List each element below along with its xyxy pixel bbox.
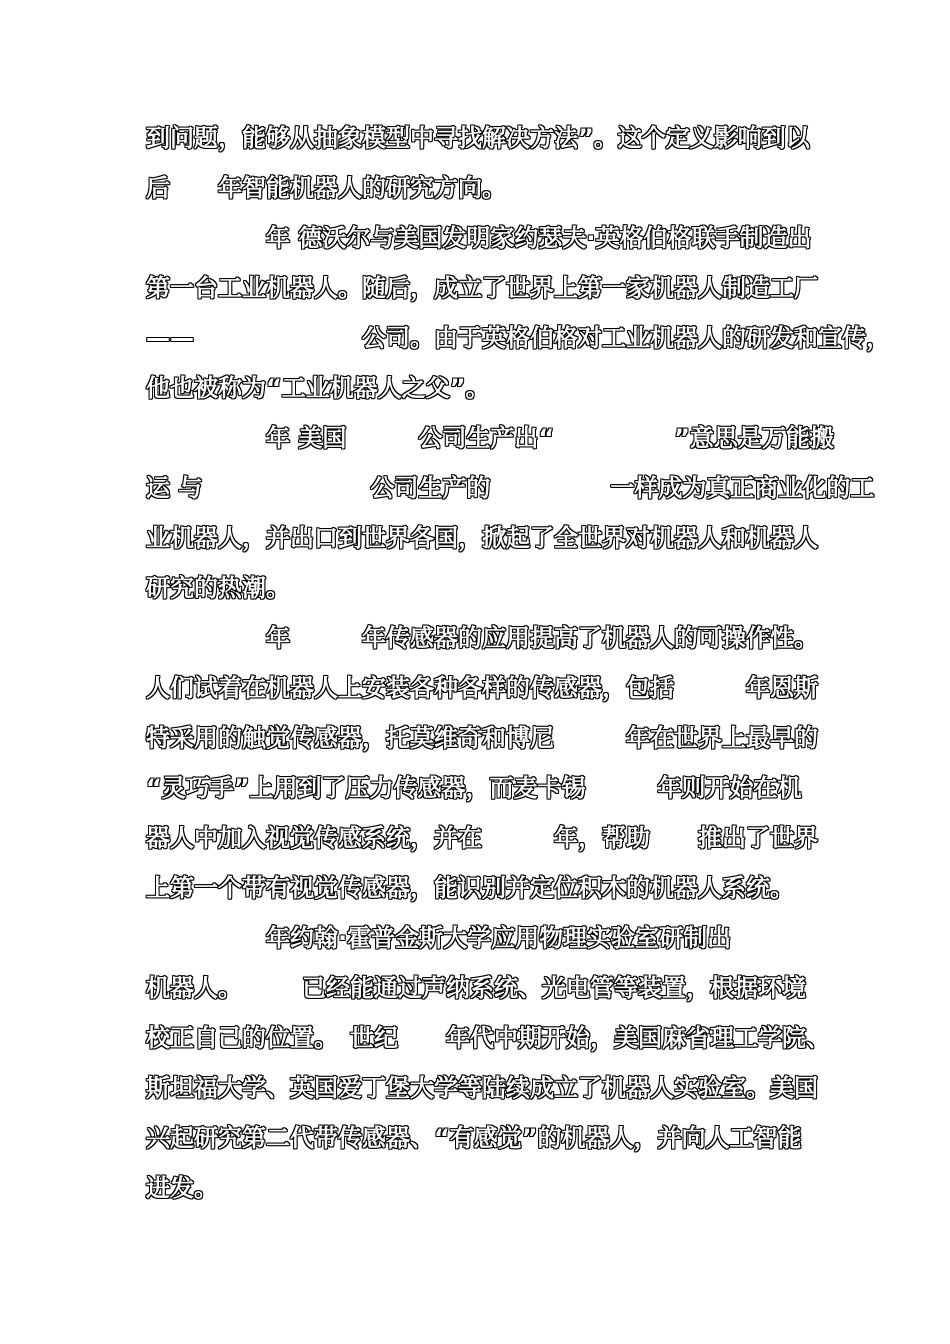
text-line: 年 德沃尔与美国发明家约瑟夫·英格伯格联手制造出 [146,224,812,252]
text-line: 他也被称为“工业机器人之父”。 [146,374,490,402]
text-line: 机器人。 已经能通过声纳系统、光电管等装置，根据环境 [146,974,806,1002]
text-line: 器人中加入视觉传感系统，并在 年，帮助 推出了世界 [146,824,818,852]
text-line: —— 公司。由于英格伯格对工业机器人的研发和宣传， [146,324,890,352]
text-line: 斯坦福大学、英国爱丁堡大学等陆续成立了机器人实验室。美国 [146,1074,818,1102]
text-line: “灵巧手”上用到了压力传感器，而麦卡锡 年则开始在机 [146,774,802,802]
text-line: 年约翰·霍普金斯大学应用物理实验室研制出 [146,924,732,952]
text-line: 人们试着在机器人上安装各种各样的传感器，包括 年恩斯 [146,674,818,702]
text-line: 进发。 [146,1174,218,1202]
text-line: 运 与 公司生产的 一样成为真正商业化的工 [146,474,875,502]
text-line: 研究的热潮。 [146,574,290,602]
text-line: 兴起研究第二代带传感器、“有感觉”的机器人，并向人工智能 [146,1124,802,1152]
text-line: 年 美国 公司生产出“ ”意思是万能搬 [146,424,834,452]
text-line: 后 年智能机器人的研究方向。 [146,174,506,202]
text-line: 业机器人，并出口到世界各国，掀起了全世界对机器人和机器人 [146,524,818,552]
text-line: 上第一个带有视觉传感器，能识别并定位积木的机器人系统。 [146,874,794,902]
text-line: 年 年传感器的应用提高了机器人的可操作性。 [146,624,818,652]
text-line: 校正自己的位置。 世纪 年代中期开始，美国麻省理工学院、 [146,1024,830,1052]
text-line: 第一台工业机器人。随后，成立了世界上第一家机器人制造工厂 [146,274,818,302]
text-line: 特采用的触觉传感器，托莫维奇和博尼 年在世界上最早的 [146,724,818,752]
text-line: 到问题，能够从抽象模型中寻找解决方法”。这个定义影响到以 [146,124,810,152]
